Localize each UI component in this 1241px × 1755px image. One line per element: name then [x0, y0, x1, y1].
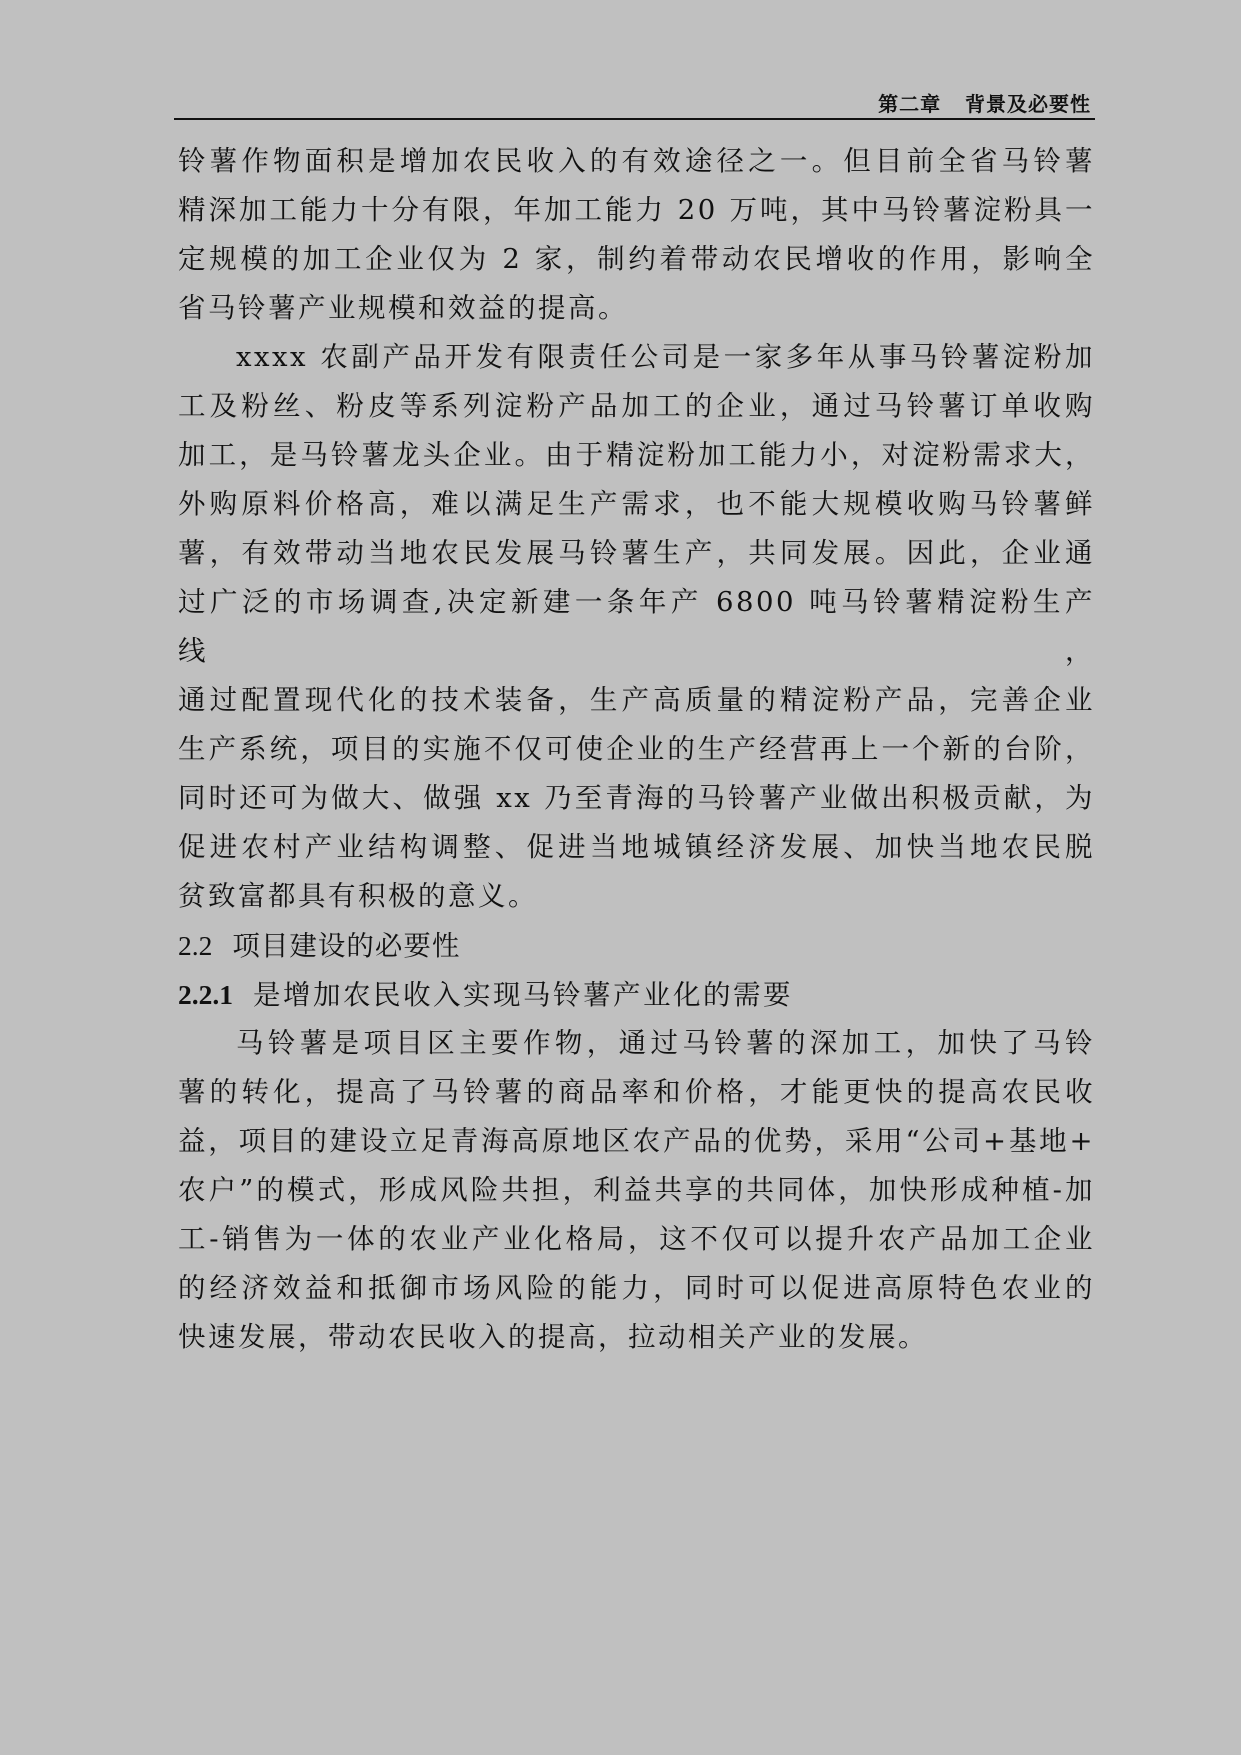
document-body: [178, 137, 1095, 1362]
paragraph-2: [178, 333, 1095, 921]
text-line: 加工，是马铃薯龙头企业。由于精淀粉加工能力小，对淀粉需求大，: [178, 439, 1095, 471]
text-line: 薯，有效带动当地农民发展马铃薯生产，共同发展。因此，企业通: [178, 537, 1095, 569]
text-line: 外购原料价格高，难以满足生产需求，也不能大规模收购马铃薯鲜: [178, 488, 1095, 520]
page-header: [174, 86, 1095, 120]
text-line: 薯的转化，提高了马铃薯的商品率和价格，才能更快的提高农民收: [178, 1076, 1095, 1108]
subsection-title: 是增加农民收入实现马铃薯产业化的需要: [253, 979, 793, 1011]
text-line: 快速发展，带动农民收入的提高，拉动相关产业的发展。: [178, 1321, 928, 1353]
subsection-heading: [178, 970, 1095, 1019]
text-line: 工及粉丝、粉皮等系列淀粉产品加工的企业，通过马铃薯订单收购: [178, 390, 1095, 422]
text-line: xxxx 农副产品开发有限责任公司是一家多年从事马铃薯淀粉加: [236, 341, 1095, 373]
text-line: 同时还可为做大、做强 xx 乃至青海的马铃薯产业做出积极贡献，为: [178, 782, 1095, 814]
text-line: 精深加工能力十分有限，年加工能力 20 万吨，其中马铃薯淀粉具一: [178, 194, 1095, 226]
text-line: 马铃薯是项目区主要作物，通过马铃薯的深加工，加快了马铃: [236, 1027, 1095, 1059]
text-line: 定规模的加工企业仅为 2 家，制约着带动农民增收的作用，影响全: [178, 243, 1095, 275]
header-chapter: 第二章: [878, 92, 942, 116]
section-heading: [178, 921, 1095, 970]
text-line: 工-销售为一体的农业产业化格局，这不仅可以提升农产品加工企业: [178, 1223, 1095, 1255]
paragraph-1: [178, 137, 1095, 333]
text-line: 通过配置现代化的技术装备，生产高质量的精淀粉产品，完善企业: [178, 684, 1095, 716]
header-title: 背景及必要性: [965, 92, 1091, 116]
text-line: 贫致富都具有积极的意义。: [178, 880, 538, 912]
text-line: 促进农村产业结构调整、促进当地城镇经济发展、加快当地农民脱: [178, 831, 1095, 863]
paragraph-3: [178, 1019, 1095, 1362]
text-line: 省马铃薯产业规模和效益的提高。: [178, 292, 628, 324]
subsection-number: 2.2.1: [178, 979, 233, 1010]
text-line: 过广泛的市场调查,决定新建一条年产 6800 吨马铃薯精淀粉生产线，: [178, 586, 1095, 667]
section-title: 项目建设的必要性: [232, 930, 461, 962]
text-line: 农户”的模式，形成风险共担，利益共享的共同体，加快形成种植-加: [178, 1174, 1095, 1206]
section-number: 2.2: [178, 930, 213, 961]
text-line: 益，项目的建设立足青海高原地区农产品的优势，采用“公司+基地+: [178, 1125, 1095, 1157]
text-line: 的经济效益和抵御市场风险的能力，同时可以促进高原特色农业的: [178, 1272, 1095, 1304]
text-line: 生产系统，项目的实施不仅可使企业的生产经营再上一个新的台阶，: [178, 733, 1095, 765]
header-text: [878, 88, 1091, 117]
text-line: 铃薯作物面积是增加农民收入的有效途径之一。但目前全省马铃薯: [178, 145, 1095, 177]
